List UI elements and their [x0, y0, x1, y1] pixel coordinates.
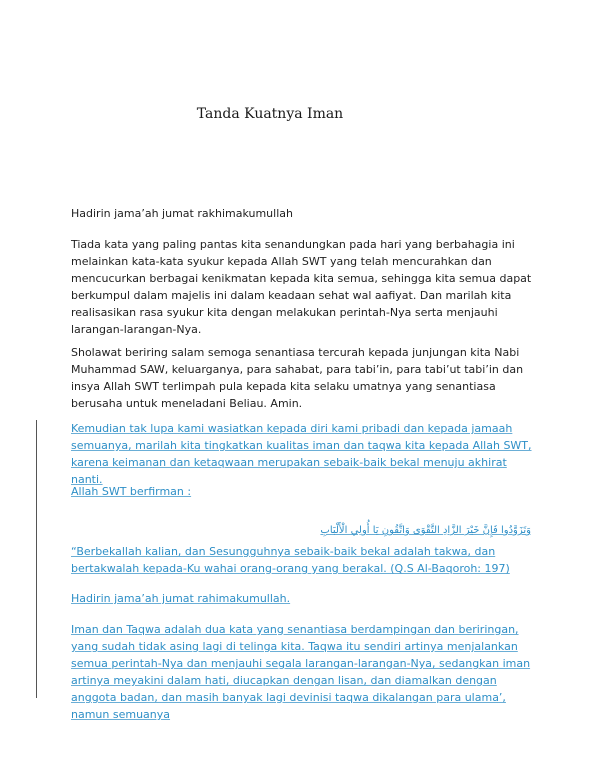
firman-label[interactable]: Allah SWT berfirman :: [71, 485, 192, 498]
paragraph-sholawat: Sholawat beriring salam semoga senantiasa tercurah kepada junjungan kita Nabi Muhammad SAW, keluarganya, para sahabat, para tabi’in, para tabi’ut tabi’in dan insya Allah SWT terlimpah pula kepada kita selaku umatnya yang senantiasa berusaha untuk meneladani Beliau. Amin.: [71, 346, 524, 410]
margin-change-bar: [36, 420, 37, 698]
paragraph-wasiat[interactable]: Kemudian tak lupa kami wasiatkan kepada diri kami pribadi dan kepada jamaah semuanya, marilah kita tingkatkan kualitas iman dan taqwa kita kepada Allah SWT, karena keimanan dan ketaqwaan merupakan sebaik-baik bekal menuju akhirat nanti.: [71, 422, 532, 486]
verse-translation[interactable]: “Berbekallah kalian, dan Sesungguhnya sebaik-baik bekal adalah takwa, dan bertakwalah kepada-Ku wahai orang-orang yang berakal. (Q.S Al-Baqoroh: 197): [71, 545, 510, 575]
document-title: Tanda Kuatnya Iman: [196, 106, 344, 122]
greeting-rahimakumullah[interactable]: Hadirin jama’ah jumat rahimakumullah.: [71, 592, 291, 605]
greeting-text: Hadirin jama’ah jumat rakhimakumullah: [71, 207, 293, 220]
paragraph-thanks: Tiada kata yang paling pantas kita senandungkan pada hari yang berbahagia ini melainkan kata-kata syukur kepada Allah SWT yang telah mencurahkan dan mencucurkan berbagai kenikmatan kepada kita semua, sehingga kita semua dapat berkumpul dalam majelis ini dalam keadaan sehat wal aafiyat. Dan marilah kita realisasikan rasa syukur kita dengan melakukan perintah-Nya serta menjauhi larangan-larangan-Nya.: [71, 238, 532, 336]
arabic-verse[interactable]: وَتَزَوَّدُوا فَإِنَّ خَيْرَ الزَّادِ التَّقْوَى وَاتَّقُونِ يَا أُولِي الْأَلْبَابِ: [320, 525, 531, 536]
paragraph-iman-taqwa[interactable]: Iman dan Taqwa adalah dua kata yang senantiasa berdampingan dan beriringan, yang sudah tidak asing lagi di telinga kita. Taqwa itu sendiri artinya menjalankan semua perintah-Nya dan menjauhi segala larangan-larangan-Nya, sedangkan iman artinya meyakini dalam hati, diucapkan dengan lisan, dan diamalkan dengan anggota badan, dan masih banyak lagi devinisi taqwa dikalangan para ulama’, namun semuanya: [71, 623, 531, 721]
